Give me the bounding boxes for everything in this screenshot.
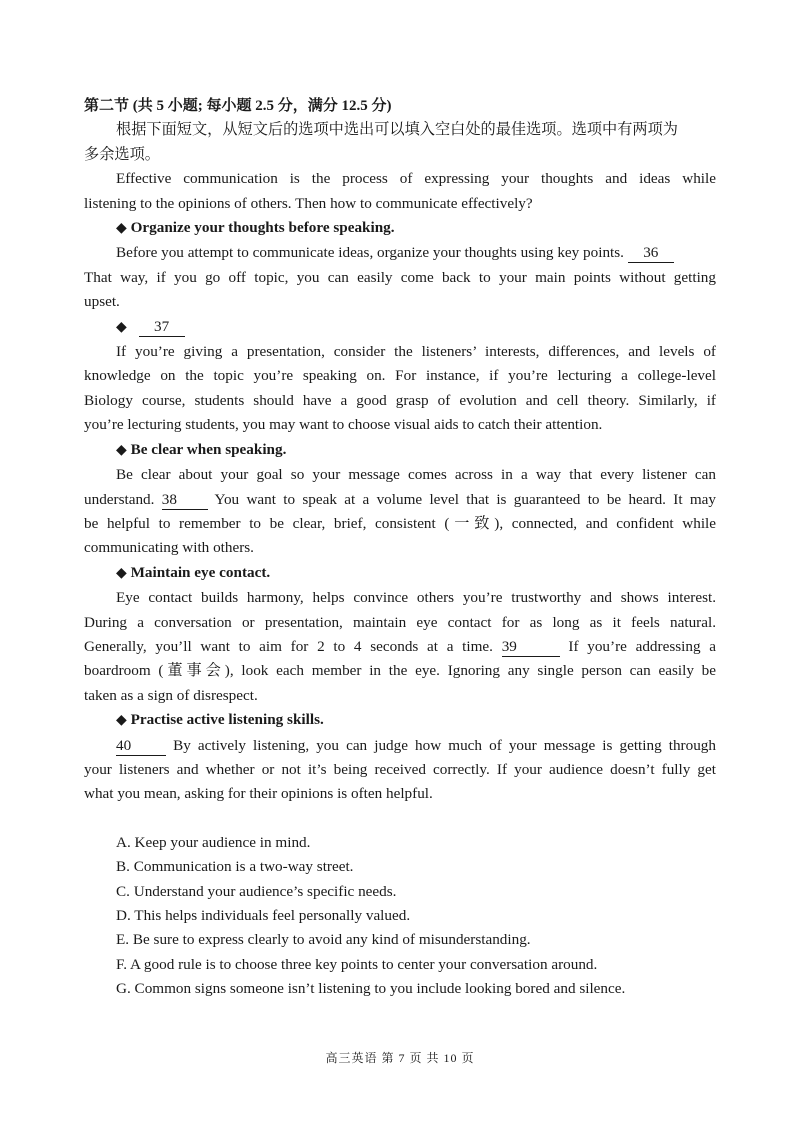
intro-line-1: Effective communication is the process of expressing your thoughts and ideas while — [116, 170, 716, 188]
option-f: F. A good rule is to choose three key points to center your conversation around. — [116, 955, 598, 973]
heading-text: Organize your thoughts before speaking. — [130, 219, 395, 237]
paragraph-1-line-2: That way, if you go off topic, you can easily come back to your main points without getting — [84, 268, 716, 286]
heading-eye-contact — [84, 561, 716, 586]
paragraph-3-line-4: communicating with others. — [84, 539, 254, 557]
option-c: C. Understand your audience’s specific needs. — [116, 882, 397, 900]
paragraph-3-line-1: Be clear about your goal so your message comes across in a way that every listener can — [116, 466, 716, 484]
paragraph-4-line-1: Eye contact builds harmony, helps convince others you’re trustworthy and shows interest. — [116, 589, 716, 607]
heading-blank-37 — [84, 315, 716, 340]
heading-active-listening — [84, 708, 716, 733]
paragraph-5-line-1 — [84, 734, 716, 758]
paragraph-4-line-2: During a conversation or presentation, maintain eye contact for as long as it feels natural. — [84, 613, 716, 631]
paragraph-2-line-3: Biology course, students should have a good grasp of evolution and cell theory. Similarly, if — [84, 391, 716, 409]
diamond-bullet-icon: ◆ — [116, 442, 127, 458]
paragraph-4-line-3 — [84, 635, 716, 659]
instruction-line-1: 根据下面短文，从短文后的选项中选出可以填入空白处的最佳选项。选项中有两项为 — [116, 121, 678, 139]
option-e: E. Be sure to express clearly to avoid any kind of misunderstanding. — [116, 931, 531, 949]
paragraph-4-line-5: taken as a sign of disrespect. — [84, 686, 258, 704]
option-d: D. This helps individuals feel personally valued. — [116, 907, 411, 924]
diamond-bullet-icon: ◆ — [116, 221, 127, 237]
text-run: Generally, you’ll want to aim for 2 to 4 seconds at a time. — [84, 637, 493, 655]
page-footer: 高三英语 第 7 页 共 10 页 — [325, 1051, 475, 1065]
heading-organize — [84, 216, 716, 241]
text-run: If you’re addressing a — [568, 637, 717, 655]
diamond-bullet-icon: ◆ — [116, 565, 127, 581]
paragraph-1-line-1 — [84, 241, 716, 265]
text-run: You want to speak at a volume level that is guaranteed to be heard. It may — [214, 490, 717, 508]
paragraph-3-line-3: be helpful to remember to be clear, brief, consistent (一致), connected, and confident while — [84, 514, 716, 532]
paragraph-4-line-4: boardroom (董事会), look each member in the eye. Ignoring any single person can easily be — [84, 662, 716, 680]
blank-38[interactable]: 38 — [162, 491, 208, 510]
option-g: G. Common signs someone isn’t listening to you include looking bored and silence. — [116, 980, 626, 998]
paragraph-2-line-1: If you’re giving a presentation, consider the listeners’ interests, differences, and levels of — [116, 343, 716, 361]
heading-text: Maintain eye contact. — [130, 563, 271, 581]
section-title: 第二节 (共 5 小题; 每小题 2.5 分，满分 12.5 分) — [84, 98, 392, 114]
heading-be-clear — [84, 438, 716, 463]
blank-39[interactable]: 39 — [502, 638, 560, 657]
paragraph-2-line-4: you’re lecturing students, you may want to choose visual aids to catch their attention. — [84, 416, 603, 434]
option-b: B. Communication is a two-way street. — [116, 858, 354, 876]
paragraph-5-line-2: your listeners and whether or not it’s being received correctly. If your audience doesn’t fully get — [84, 760, 716, 778]
paragraph-1-line-3: upset. — [84, 293, 120, 311]
blank-36[interactable]: 36 — [628, 244, 674, 263]
blank-37[interactable]: 37 — [139, 318, 185, 337]
paragraph-2-line-2: knowledge on the topic you’re speaking on. For instance, if you’re lecturing a college-level — [84, 367, 716, 385]
heading-text: Be clear when speaking. — [130, 440, 287, 458]
option-a: A. Keep your audience in mind. — [116, 833, 311, 851]
blank-40[interactable]: 40 — [116, 737, 166, 756]
paragraph-5-line-3: what you mean, asking for their opinions is often helpful. — [84, 785, 433, 803]
text-run: Before you attempt to communicate ideas, organize your thoughts using key points. — [116, 244, 624, 262]
exam-page — [84, 94, 716, 1002]
diamond-bullet-icon: ◆ — [116, 713, 127, 729]
instruction-line-2: 多余选项。 — [84, 145, 160, 163]
text-run: understand. — [84, 490, 155, 508]
text-run: By actively listening, you can judge how much of your message is getting through — [173, 736, 716, 754]
diamond-bullet-icon: ◆ — [116, 319, 127, 335]
paragraph-3-line-2 — [84, 488, 716, 512]
heading-text: Practise active listening skills. — [130, 711, 324, 729]
intro-line-2: listening to the opinions of others. Then how to communicate effectively? — [84, 194, 533, 212]
